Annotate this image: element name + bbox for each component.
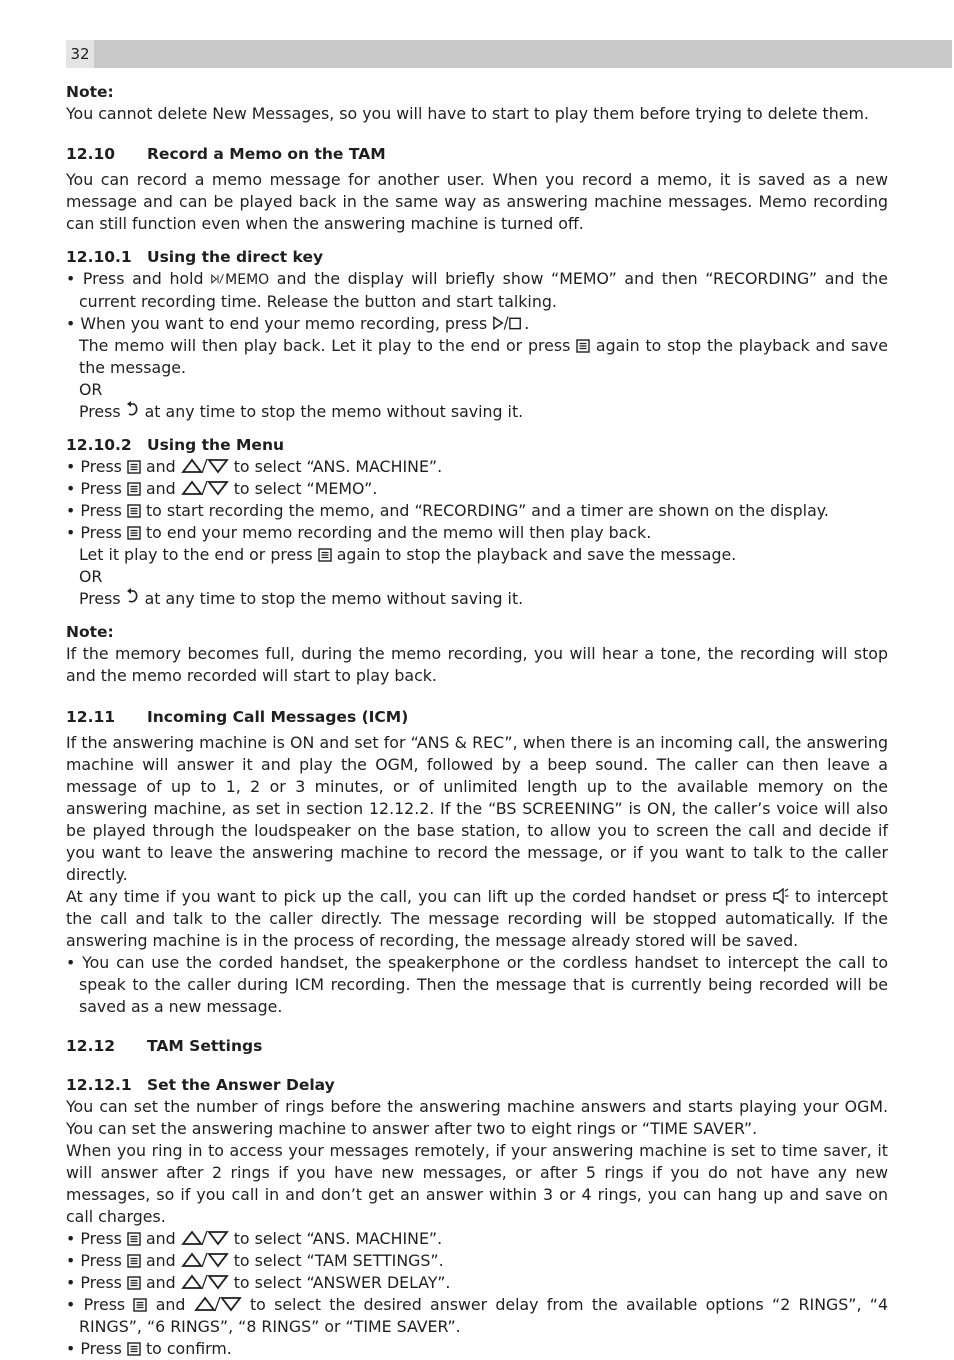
section-title: Record a Memo on the TAM — [147, 145, 386, 163]
section-12-10-heading — [66, 143, 888, 165]
menu-key-icon — [127, 482, 141, 496]
section-title: Incoming Call Messages (ICM) — [147, 708, 409, 726]
section-12-12-1-paragraph: You can set the number of rings before the answering machine answers and starts playing your OGM. You can set the answering machine to answer after two to eight rings or “TIME SAVER”. — [66, 1097, 888, 1138]
section-title: Set the Answer Delay — [147, 1076, 335, 1094]
section-number: 12.10 — [66, 145, 116, 163]
section-number: 12.12.1 — [66, 1076, 132, 1094]
menu-key-icon — [127, 1276, 141, 1290]
bullet-select-ans-machine: • Press and to select “ANS. MACHINE”. — [66, 457, 443, 476]
bullet-select-answer-delay: • Press and to select “ANSWER DELAY”. — [66, 1273, 451, 1292]
section-title: Using the direct key — [147, 248, 324, 266]
menu-key-icon — [127, 526, 141, 540]
page-content — [66, 81, 888, 1360]
section-12-10-body: You can record a memo message for another user. When you record a memo, it is saved as a new message and can be played back in the same way as answering machine messages. Memo recording can still function even when the answering machine is turned off. — [66, 170, 888, 233]
section-12-10-1-heading — [66, 246, 888, 268]
menu-key-icon — [127, 460, 141, 474]
section-12-11-paragraph-intercept: At any time if you want to pick up the call, you can lift up the corded handset or press to intercept the call and talk to the caller directly. The message recording will be stopped automatically. If the answering machine is in the process of recording, the message already stored will be saved. — [66, 887, 888, 950]
section-title: Using the Menu — [147, 436, 285, 454]
menu-key-icon — [127, 504, 141, 518]
note-label: Note: — [66, 623, 114, 641]
section-title: TAM Settings — [147, 1037, 263, 1055]
up-down-arrows-icon — [181, 480, 229, 496]
continuation-playback: The memo will then play back. Let it play to the end or press again to stop the playback and save the message. — [79, 336, 888, 377]
bullet-confirm: • Press to confirm. — [66, 1339, 232, 1358]
note-label: Note: — [66, 83, 114, 101]
back-icon — [126, 401, 140, 419]
section-12-12-heading — [66, 1035, 888, 1057]
section-12-10-2-heading — [66, 434, 888, 456]
bullet-end-recording: • When you want to end your memo recording, press . — [66, 314, 530, 333]
menu-key-icon — [127, 1254, 141, 1268]
bullet-intercept-options: • You can use the corded handset, the speakerphone or the cordless handset to intercept the call to speak to the caller during ICM recording. Then the message that is currently being recorded will be saved as a new message. — [66, 953, 888, 1016]
section-number: 12.12 — [66, 1037, 116, 1055]
up-down-arrows-icon — [181, 1230, 229, 1246]
or-text: OR — [79, 380, 103, 399]
section-12-11-paragraph: If the answering machine is ON and set for “ANS & REC”, when there is an incoming call, the answering machine will answer it and play the OGM, followed by a beep sound. The caller can then leave a message of up to 1, 2 or 3 minutes, or of unlimited length up to the available memory on the answering machine, as set in section 12.12.2. If the “BS SCREENING” is ON, the caller’s voice will also be played through the loudspeaker on the base station, to allow you to screen the call and decide if you want to leave the answering machine to record the message, or if you want to talk to the caller directly. — [66, 733, 888, 884]
memo-key-label: MEMO — [225, 272, 270, 288]
up-down-arrows-icon — [194, 1296, 242, 1312]
or-text: OR — [79, 567, 103, 586]
bullet-hold-memo: • Press and hold MEMO and the display will briefly show “MEMO” and then “RECORDING” and the current recording time. Release the button and start talking. — [66, 269, 888, 311]
continuation-playback: Let it play to the end or press again to stop the playback and save the message. — [79, 545, 737, 564]
bullet-select-tam-settings: • Press and to select “TAM SETTINGS”. — [66, 1251, 444, 1270]
section-number: 12.10.1 — [66, 248, 132, 266]
up-down-arrows-icon — [181, 1274, 229, 1290]
continuation-cancel: Press at any time to stop the memo without saving it. — [79, 402, 524, 421]
bullet-end-recording: • Press to end your memo recording and the memo will then play back. — [66, 523, 652, 542]
speaker-icon — [773, 888, 789, 904]
bullet-select-memo: • Press and to select “MEMO”. — [66, 479, 378, 498]
menu-key-icon — [133, 1298, 147, 1312]
menu-key-icon — [318, 548, 332, 562]
up-down-arrows-icon — [181, 1252, 229, 1268]
section-12-12-1-paragraph-remote: When you ring in to access your messages remotely, if your answering machine is set to time saver, it will answer after 2 rings if you have new messages, or after 5 rings if you do not have any new messages, so if you call in and don’t get an answer within 3 or 4 rings, you can hang up and save on call charges. — [66, 1141, 888, 1226]
menu-key-icon — [127, 1342, 141, 1356]
section-12-12-1-heading — [66, 1074, 888, 1096]
page-number: 32 — [66, 40, 94, 68]
bullet-start-recording: • Press to start recording the memo, and “RECORDING” and a timer are shown on the display. — [66, 501, 829, 520]
menu-key-icon — [127, 1232, 141, 1246]
page-header-bar — [66, 40, 952, 68]
bullet-select-delay-option: • Press and to select the desired answer delay from the available options “2 RINGS”, “4 RINGS”, “6 RINGS”, “8 RINGS” or “TIME SAVER”. — [66, 1295, 888, 1336]
continuation-cancel: Press at any time to stop the memo without saving it. — [79, 589, 524, 608]
play-pause-icon — [211, 272, 225, 286]
section-number: 12.11 — [66, 708, 116, 726]
bullet-select-ans-machine: • Press and to select “ANS. MACHINE”. — [66, 1229, 443, 1248]
menu-key-icon — [576, 339, 590, 353]
note-text: You cannot delete New Messages, so you will have to start to play them before trying to delete them. — [66, 104, 869, 123]
note-text: If the memory becomes full, during the memo recording, you will hear a tone, the recording will stop and the memo recorded will start to play back. — [66, 644, 888, 685]
section-12-11-heading — [66, 706, 888, 728]
up-down-arrows-icon — [181, 458, 229, 474]
section-number: 12.10.2 — [66, 436, 132, 454]
play-stop-icon — [492, 315, 524, 331]
back-icon — [126, 588, 140, 606]
